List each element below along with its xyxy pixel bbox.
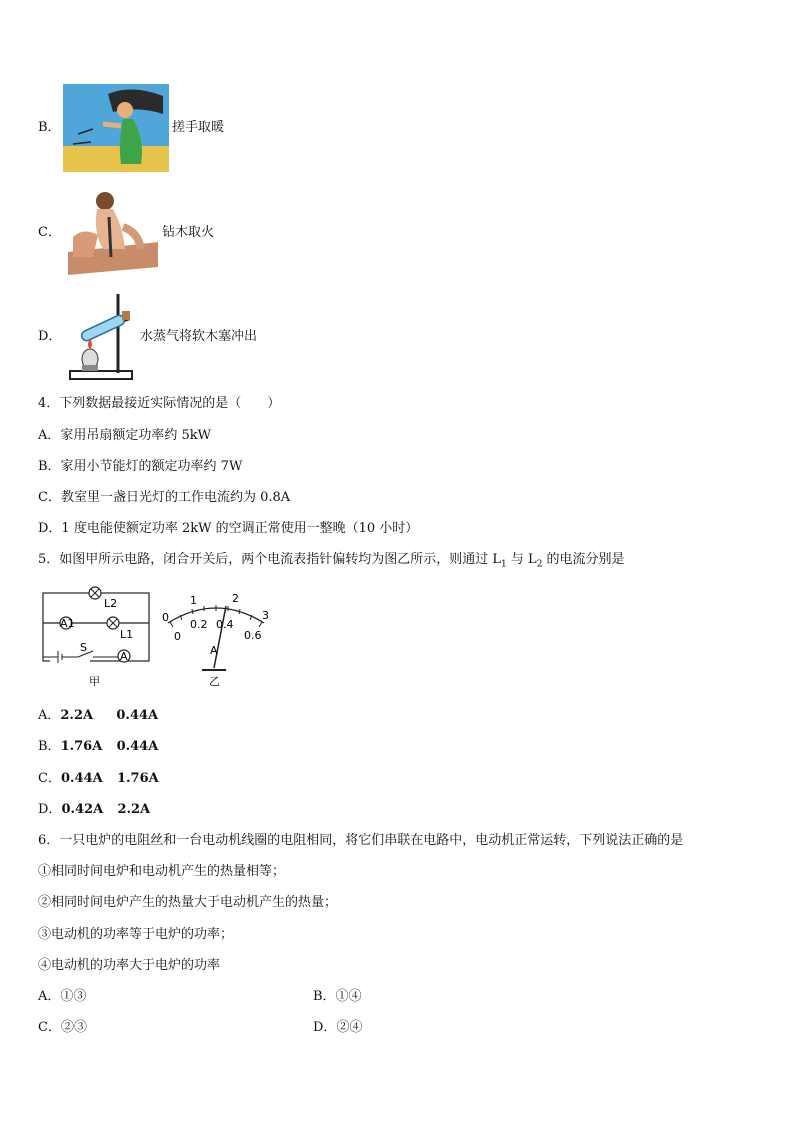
circuit-label-l1: L1 <box>120 628 134 641</box>
q5-stem <box>38 552 625 573</box>
drilling-wood-fire-illustration <box>63 187 161 277</box>
ammeter-dial <box>158 588 274 690</box>
dial-bottom-06: 0.6 <box>244 629 262 642</box>
dial-top-1: 1 <box>190 594 197 607</box>
q5-option-a-letter: A． <box>38 708 61 723</box>
option-b-text: 搓手取暖 <box>172 120 225 135</box>
q6-statement-4: ④电动机的功率大于电炉的功率 <box>38 958 221 973</box>
option-d-text: 水蒸气将软木塞冲出 <box>140 329 258 344</box>
q4-option-b: B．家用小节能灯的额定功率约 7W <box>38 459 243 474</box>
q5-option-a-v2: 0.44A <box>116 708 159 723</box>
q5-option-b-v2: 0.44A <box>116 739 159 754</box>
dial-bottom-0: 0 <box>174 630 181 643</box>
q5-stem-pre: 5．如图甲所示电路，闭合开关后，两个电流表指针偏转均为图乙所示，则通过 L <box>38 552 502 567</box>
q4-option-a: A．家用吊扇额定功率约 5kW <box>38 428 212 443</box>
dial-caption: 乙 <box>209 675 220 688</box>
test-tube-heating-illustration <box>68 291 136 381</box>
option-d-letter: D． <box>38 329 62 344</box>
q6-option-c-letter: C． <box>38 1020 61 1035</box>
q5-option-a <box>38 708 158 724</box>
q4-stem: 4．下列数据最接近实际情况的是（ ） <box>38 396 281 411</box>
dial-top-0: 0 <box>162 611 169 624</box>
q6-option-c <box>38 1020 87 1036</box>
option-b-letter: B． <box>38 120 61 135</box>
q6-option-b-text: ①④ <box>335 989 362 1004</box>
dial-top-2: 2 <box>232 592 239 605</box>
q5-stem-post: 的电流分别是 <box>542 552 625 567</box>
q5-option-b <box>38 739 158 755</box>
circuit-label-l2: L2 <box>104 597 118 610</box>
q5-sub-2: 2 <box>536 559 543 570</box>
option-c-letter: C． <box>38 225 61 240</box>
q5-option-d-v2: 2.2A <box>117 802 151 817</box>
q5-option-d-v1: 0.42A <box>61 802 104 817</box>
option-c-text: 钻木取火 <box>162 225 215 240</box>
q5-option-b-letter: B． <box>38 739 61 754</box>
q5-option-c-v1: 0.44A <box>60 771 103 786</box>
hand-rubbing-illustration <box>63 84 169 172</box>
q6-option-d-text: ②④ <box>336 1020 363 1035</box>
q6-statement-3: ③电动机的功率等于电炉的功率； <box>38 927 234 942</box>
q5-sub-1: 1 <box>501 559 507 570</box>
q4-option-d: D．1 度电能使额定功率 2kW 的空调正常使用一整晚（10 小时） <box>38 521 419 536</box>
circuit-caption: 甲 <box>89 675 100 688</box>
q6-stem: 6．一只电炉的电阻丝和一台电动机线圈的电阻相同，将它们串联在电路中，电动机正常运转，下列说法正确的是 <box>38 833 684 848</box>
q5-option-b-v1: 1.76A <box>60 739 103 754</box>
dial-bottom-04: 0.4 <box>216 618 234 631</box>
q5-option-a-v1: 2.2A <box>60 708 94 723</box>
q6-statement-1: ①相同时间电炉和电动机产生的热量相等； <box>38 864 286 879</box>
q6-option-b <box>313 989 362 1005</box>
q6-option-a <box>38 989 86 1005</box>
q6-statement-2: ②相同时间电炉产生的热量大于电动机产生的热量； <box>38 895 338 910</box>
q5-option-c-v2: 1.76A <box>116 771 159 786</box>
circuit-label-s: S <box>80 641 87 654</box>
q5-option-d <box>38 802 150 818</box>
circuit-label-a: A <box>120 650 128 663</box>
q5-option-c-letter: C． <box>38 771 61 786</box>
q6-option-c-text: ②③ <box>60 1020 87 1035</box>
circuit-label-a1: A1 <box>60 617 75 630</box>
q6-option-a-letter: A． <box>38 989 61 1004</box>
q6-option-d <box>313 1020 362 1036</box>
dial-unit: A <box>210 644 218 657</box>
dial-top-3: 3 <box>262 609 269 622</box>
q5-option-c <box>38 771 159 787</box>
q5-stem-mid: 与 L <box>506 552 537 567</box>
q5-option-d-letter: D． <box>38 802 62 817</box>
circuit-diagram <box>38 585 154 690</box>
q6-option-a-text: ①③ <box>60 989 87 1004</box>
dial-bottom-02: 0.2 <box>190 618 208 631</box>
q6-option-b-letter: B． <box>313 989 336 1004</box>
q6-option-d-letter: D． <box>313 1020 337 1035</box>
q4-option-c: C．教室里一盏日光灯的工作电流约为 0.8A <box>38 490 291 505</box>
